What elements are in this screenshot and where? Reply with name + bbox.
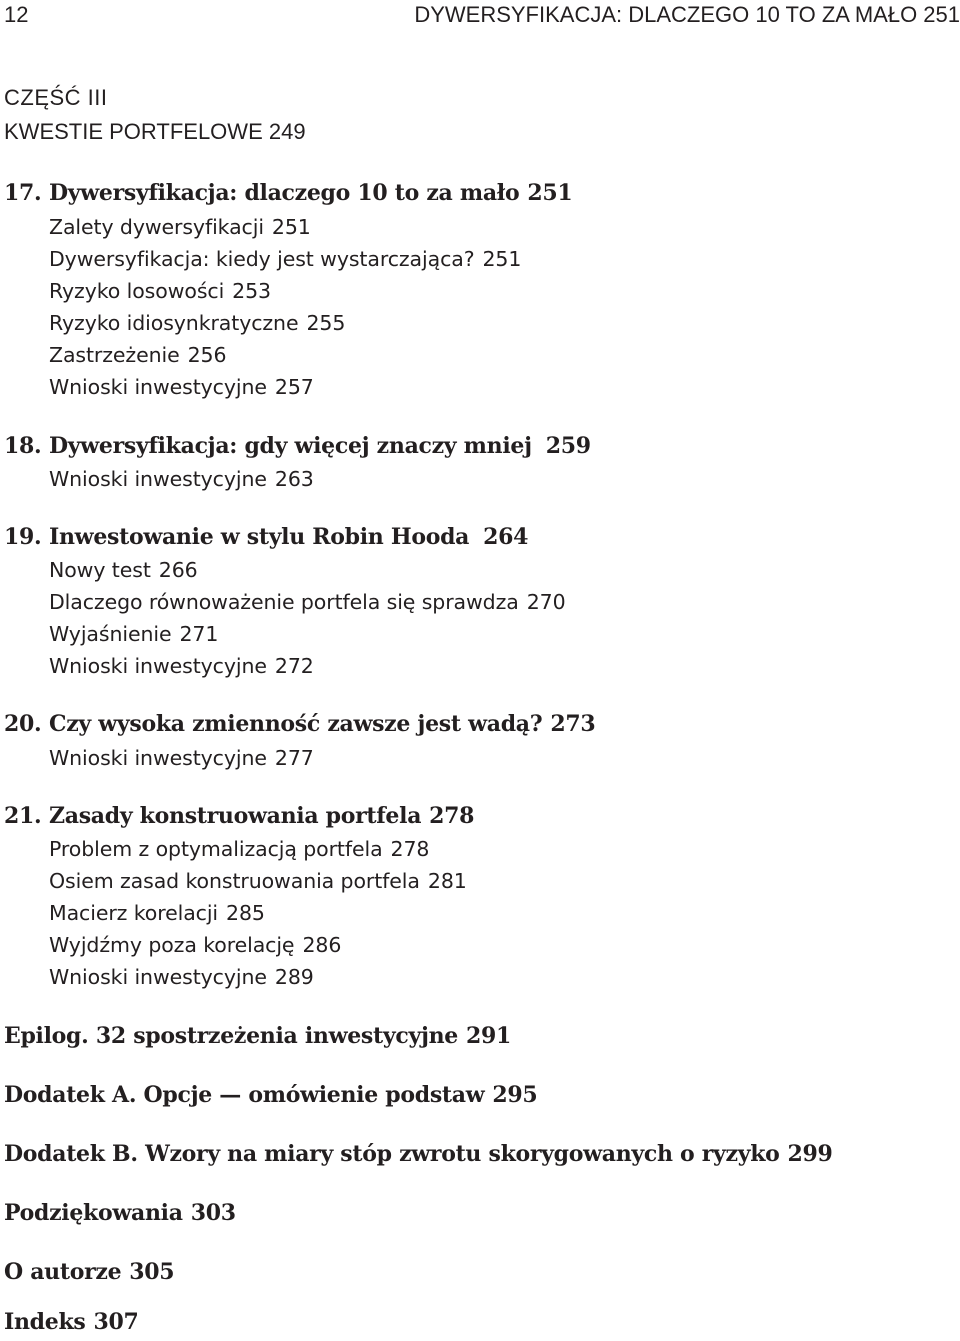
section-title: Wnioski inwestycyjne bbox=[49, 467, 267, 491]
toc-section[interactable] bbox=[49, 340, 226, 370]
section-title: Nowy test bbox=[49, 558, 151, 582]
section-title: Wnioski inwestycyjne bbox=[49, 654, 267, 678]
entry-title: Dodatek A. Opcje — omówienie podstaw bbox=[4, 1082, 485, 1108]
section-title: Wyjaśnienie bbox=[49, 622, 172, 646]
toc-section[interactable] bbox=[49, 244, 521, 274]
toc-section[interactable] bbox=[49, 587, 566, 617]
toc-section[interactable] bbox=[49, 930, 341, 960]
entry-title: O autorze bbox=[4, 1259, 122, 1285]
toc-section[interactable] bbox=[49, 619, 218, 649]
section-page: 270 bbox=[526, 590, 566, 614]
chapter-number: 21. bbox=[4, 803, 42, 829]
section-page: 286 bbox=[302, 933, 342, 957]
section-page: 253 bbox=[232, 279, 272, 303]
toc-chapter-17[interactable] bbox=[4, 178, 572, 208]
toc-section[interactable] bbox=[49, 651, 314, 681]
entry-page: 299 bbox=[787, 1141, 833, 1167]
toc-section[interactable] bbox=[49, 898, 265, 928]
toc-section[interactable] bbox=[49, 308, 345, 338]
toc-section[interactable] bbox=[49, 212, 311, 242]
toc-about-author[interactable] bbox=[4, 1257, 174, 1287]
toc-section[interactable] bbox=[49, 834, 429, 864]
chapter-page: 273 bbox=[550, 711, 596, 737]
chapter-number: 18. bbox=[4, 433, 42, 459]
toc-section[interactable] bbox=[49, 962, 314, 992]
chapter-number: 19. bbox=[4, 524, 42, 550]
chapter-title: Inwestowanie w stylu Robin Hooda bbox=[49, 524, 470, 550]
section-title: Wnioski inwestycyjne bbox=[49, 746, 267, 770]
section-title: Problem z optymalizacją portfela bbox=[49, 837, 383, 861]
toc-section[interactable] bbox=[49, 276, 271, 306]
chapter-title: Czy wysoka zmienność zawsze jest wadą? bbox=[49, 711, 543, 737]
section-title: Ryzyko idiosynkratyczne bbox=[49, 311, 299, 335]
section-page: 251 bbox=[271, 215, 311, 239]
toc-section[interactable] bbox=[49, 555, 198, 585]
entry-title: Indeks bbox=[4, 1309, 86, 1335]
entry-page: 303 bbox=[190, 1200, 236, 1226]
toc-appendix-b[interactable] bbox=[4, 1139, 833, 1169]
chapter-number: 17. bbox=[4, 180, 42, 206]
toc-index[interactable] bbox=[4, 1307, 139, 1337]
chapter-title: Dywersyfikacja: gdy więcej znaczy mniej bbox=[49, 433, 532, 459]
toc-section[interactable] bbox=[49, 743, 314, 773]
part-title: KWESTIE PORTFELOWE 249 bbox=[4, 119, 306, 144]
section-page: 251 bbox=[482, 247, 522, 271]
section-title: Dlaczego równoważenie portfela się sprawdza bbox=[49, 590, 519, 614]
chapter-page: 259 bbox=[545, 433, 591, 459]
section-title: Ryzyko losowości bbox=[49, 279, 225, 303]
running-head-title: DYWERSYFIKACJA: DLACZEGO 10 TO ZA MAŁO 251 bbox=[414, 2, 960, 27]
section-page: 256 bbox=[187, 343, 227, 367]
section-title: Osiem zasad konstruowania portfela bbox=[49, 869, 420, 893]
section-page: 278 bbox=[390, 837, 430, 861]
section-page: 257 bbox=[274, 375, 314, 399]
section-page: 281 bbox=[427, 869, 467, 893]
section-title: Dywersyfikacja: kiedy jest wystarczająca? bbox=[49, 247, 475, 271]
entry-page: 291 bbox=[466, 1023, 512, 1049]
section-page: 263 bbox=[274, 467, 314, 491]
toc-section[interactable] bbox=[49, 372, 314, 402]
page-number: 12 bbox=[4, 2, 29, 27]
entry-title: Epilog. 32 spostrzeżenia inwestycyjne bbox=[4, 1023, 458, 1049]
section-page: 255 bbox=[306, 311, 346, 335]
section-title: Wyjdźmy poza korelację bbox=[49, 933, 295, 957]
section-page: 266 bbox=[158, 558, 198, 582]
section-title: Macierz korelacji bbox=[49, 901, 219, 925]
entry-title: Dodatek B. Wzory na miary stóp zwrotu skorygowanych o ryzyko bbox=[4, 1141, 780, 1167]
entry-page: 305 bbox=[129, 1259, 175, 1285]
toc-appendix-a[interactable] bbox=[4, 1080, 537, 1110]
toc-chapter-18[interactable] bbox=[4, 431, 591, 461]
section-title: Wnioski inwestycyjne bbox=[49, 965, 267, 989]
section-page: 277 bbox=[274, 746, 314, 770]
chapter-page: 278 bbox=[429, 803, 475, 829]
section-page: 272 bbox=[274, 654, 314, 678]
toc-section[interactable] bbox=[49, 464, 314, 494]
running-head bbox=[0, 0, 960, 30]
chapter-title: Zasady konstruowania portfela bbox=[49, 803, 422, 829]
section-page: 271 bbox=[179, 622, 219, 646]
entry-page: 295 bbox=[492, 1082, 538, 1108]
entry-page: 307 bbox=[93, 1309, 139, 1335]
part-label: CZĘŚĆ III bbox=[4, 85, 108, 110]
section-title: Zastrzeżenie bbox=[49, 343, 180, 367]
section-page: 285 bbox=[226, 901, 265, 925]
toc-chapter-21[interactable] bbox=[4, 801, 474, 831]
entry-title: Podziękowania bbox=[4, 1200, 183, 1226]
toc-epilog[interactable] bbox=[4, 1021, 511, 1051]
chapter-page: 251 bbox=[527, 180, 573, 206]
chapter-page: 264 bbox=[483, 524, 529, 550]
section-title: Wnioski inwestycyjne bbox=[49, 375, 267, 399]
toc-acknowledgements[interactable] bbox=[4, 1198, 236, 1228]
chapter-number: 20. bbox=[4, 711, 42, 737]
toc-chapter-19[interactable] bbox=[4, 522, 528, 552]
section-title: Zalety dywersyfikacji bbox=[49, 215, 264, 239]
section-page: 289 bbox=[274, 965, 314, 989]
toc-chapter-20[interactable] bbox=[4, 709, 595, 739]
toc-section[interactable] bbox=[49, 866, 467, 896]
chapter-title: Dywersyfikacja: dlaczego 10 to za mało bbox=[49, 180, 520, 206]
